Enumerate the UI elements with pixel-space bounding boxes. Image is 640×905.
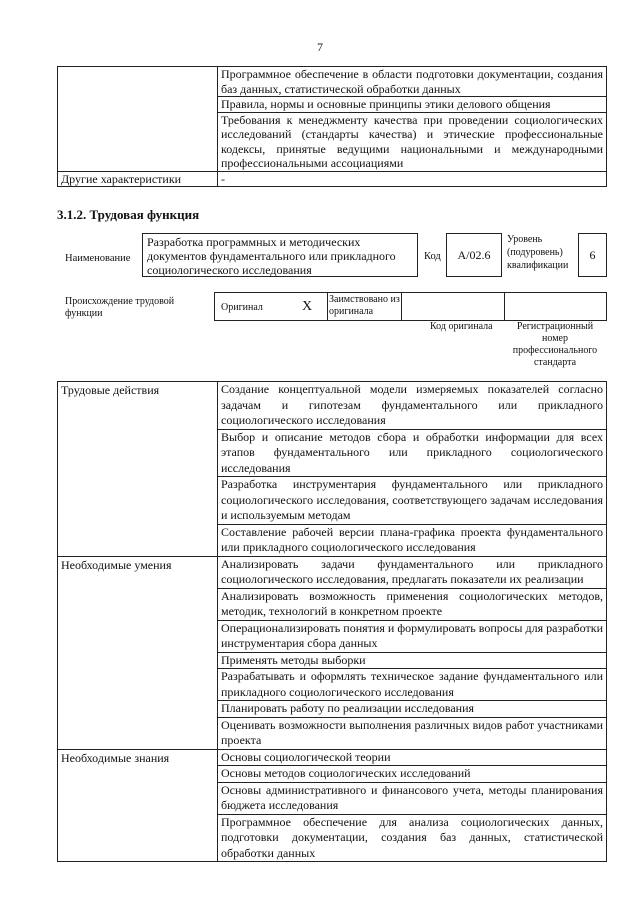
row-item: Создание концептуальной модели измеряемых показателей согласно задачам и гипотезам фундаментального или прикладного социологического исследования [218,382,607,430]
table-row [58,749,607,766]
original-label: Оригинал [221,302,263,313]
row-item: Основы административного и финансового учета, методы планирования бюджета исследования [218,782,607,814]
row-label: Трудовые действия [58,382,218,557]
code-original-cell [401,293,505,320]
row-item: - [218,171,607,187]
row-label [58,67,218,172]
labor-function-table [57,381,607,862]
row-item: Требования к менеджменту качества при проведении социологических исследований (стандарты качества) и этические профессиональные кодексы, принятые ведущими национальными и международными профессиональными ассоциациями [218,112,607,171]
level-value: 6 [589,247,596,262]
function-name-box [142,233,418,277]
row-item: Составление рабочей версии плана-графика проекта фундаментального или прикладного социологического исследования [218,524,607,556]
row-label: Другие характеристики [58,171,218,187]
row-label: Необходимые умения [58,556,218,749]
origin-label: Происхождение трудовой функции [65,296,175,319]
row-item: Разрабатывать и оформлять техническое задание фундаментального или прикладного социологического исследования [218,669,607,701]
row-item: Планировать работу по реализации исследования [218,701,607,718]
original-mark: X [302,299,313,314]
code-box [446,233,502,277]
row-item: Правила, нормы и основные принципы этики делового общения [218,97,607,113]
row-item: Выбор и описание методов сбора и обработки информации для всех этапов фундаментального или прикладного социологического исследования [218,429,607,477]
function-name-value: Разработка программных и методических документов фундаментального или прикладного социологического исследования [147,235,396,277]
level-box [578,233,607,277]
section-heading: 3.1.2. Трудовая функция [57,207,200,222]
row-item: Основы методов социологических исследований [218,766,607,783]
code-label: Код [424,251,441,262]
table-row [58,556,607,588]
row-item: Оценивать возможности выполнения различных видов работ участниками проекта [218,717,607,749]
row-item: Анализировать задачи фундаментального или прикладного социологического исследования, предлагать показатели их реализации [218,556,607,588]
original-cell [215,293,328,320]
top-characteristics-table [57,66,607,187]
row-item: Анализировать возможность применения социологических методов, методик, технологий в конкретном проекте [218,588,607,620]
origin-row [214,292,607,321]
level-label: Уровень (подуровень) квалификации [507,234,569,271]
table-row [58,171,607,187]
page-number: 7 [317,40,323,54]
row-item: Применять методы выборки [218,652,607,669]
name-label: Наименование [65,253,131,264]
table-row [58,382,607,430]
code-original-label: Код оригинала [430,321,493,332]
row-label: Необходимые знания [58,749,218,862]
reg-number-label: Регистрационный номер профессионального стандарта [512,321,598,368]
row-item: Программное обеспечение для анализа социологических данных, подготовки документации, создания баз данных, статистической обработки данных [218,814,607,862]
borrowed-label: Заимствовано из оригинала [329,294,400,317]
row-item: Основы социологической теории [218,749,607,766]
table-row [58,67,607,97]
row-item: Операционализировать понятия и формулировать вопросы для разработки инструментария сбора данных [218,620,607,652]
code-value: А/02.6 [457,247,491,262]
row-item: Программное обеспечение в области подготовки документации, создания баз данных, статистической обработки данных [218,67,607,97]
row-item: Разработка инструментария фундаментального или прикладного социологического исследования, соответствующего задачам исследования и используемым методам [218,477,607,525]
